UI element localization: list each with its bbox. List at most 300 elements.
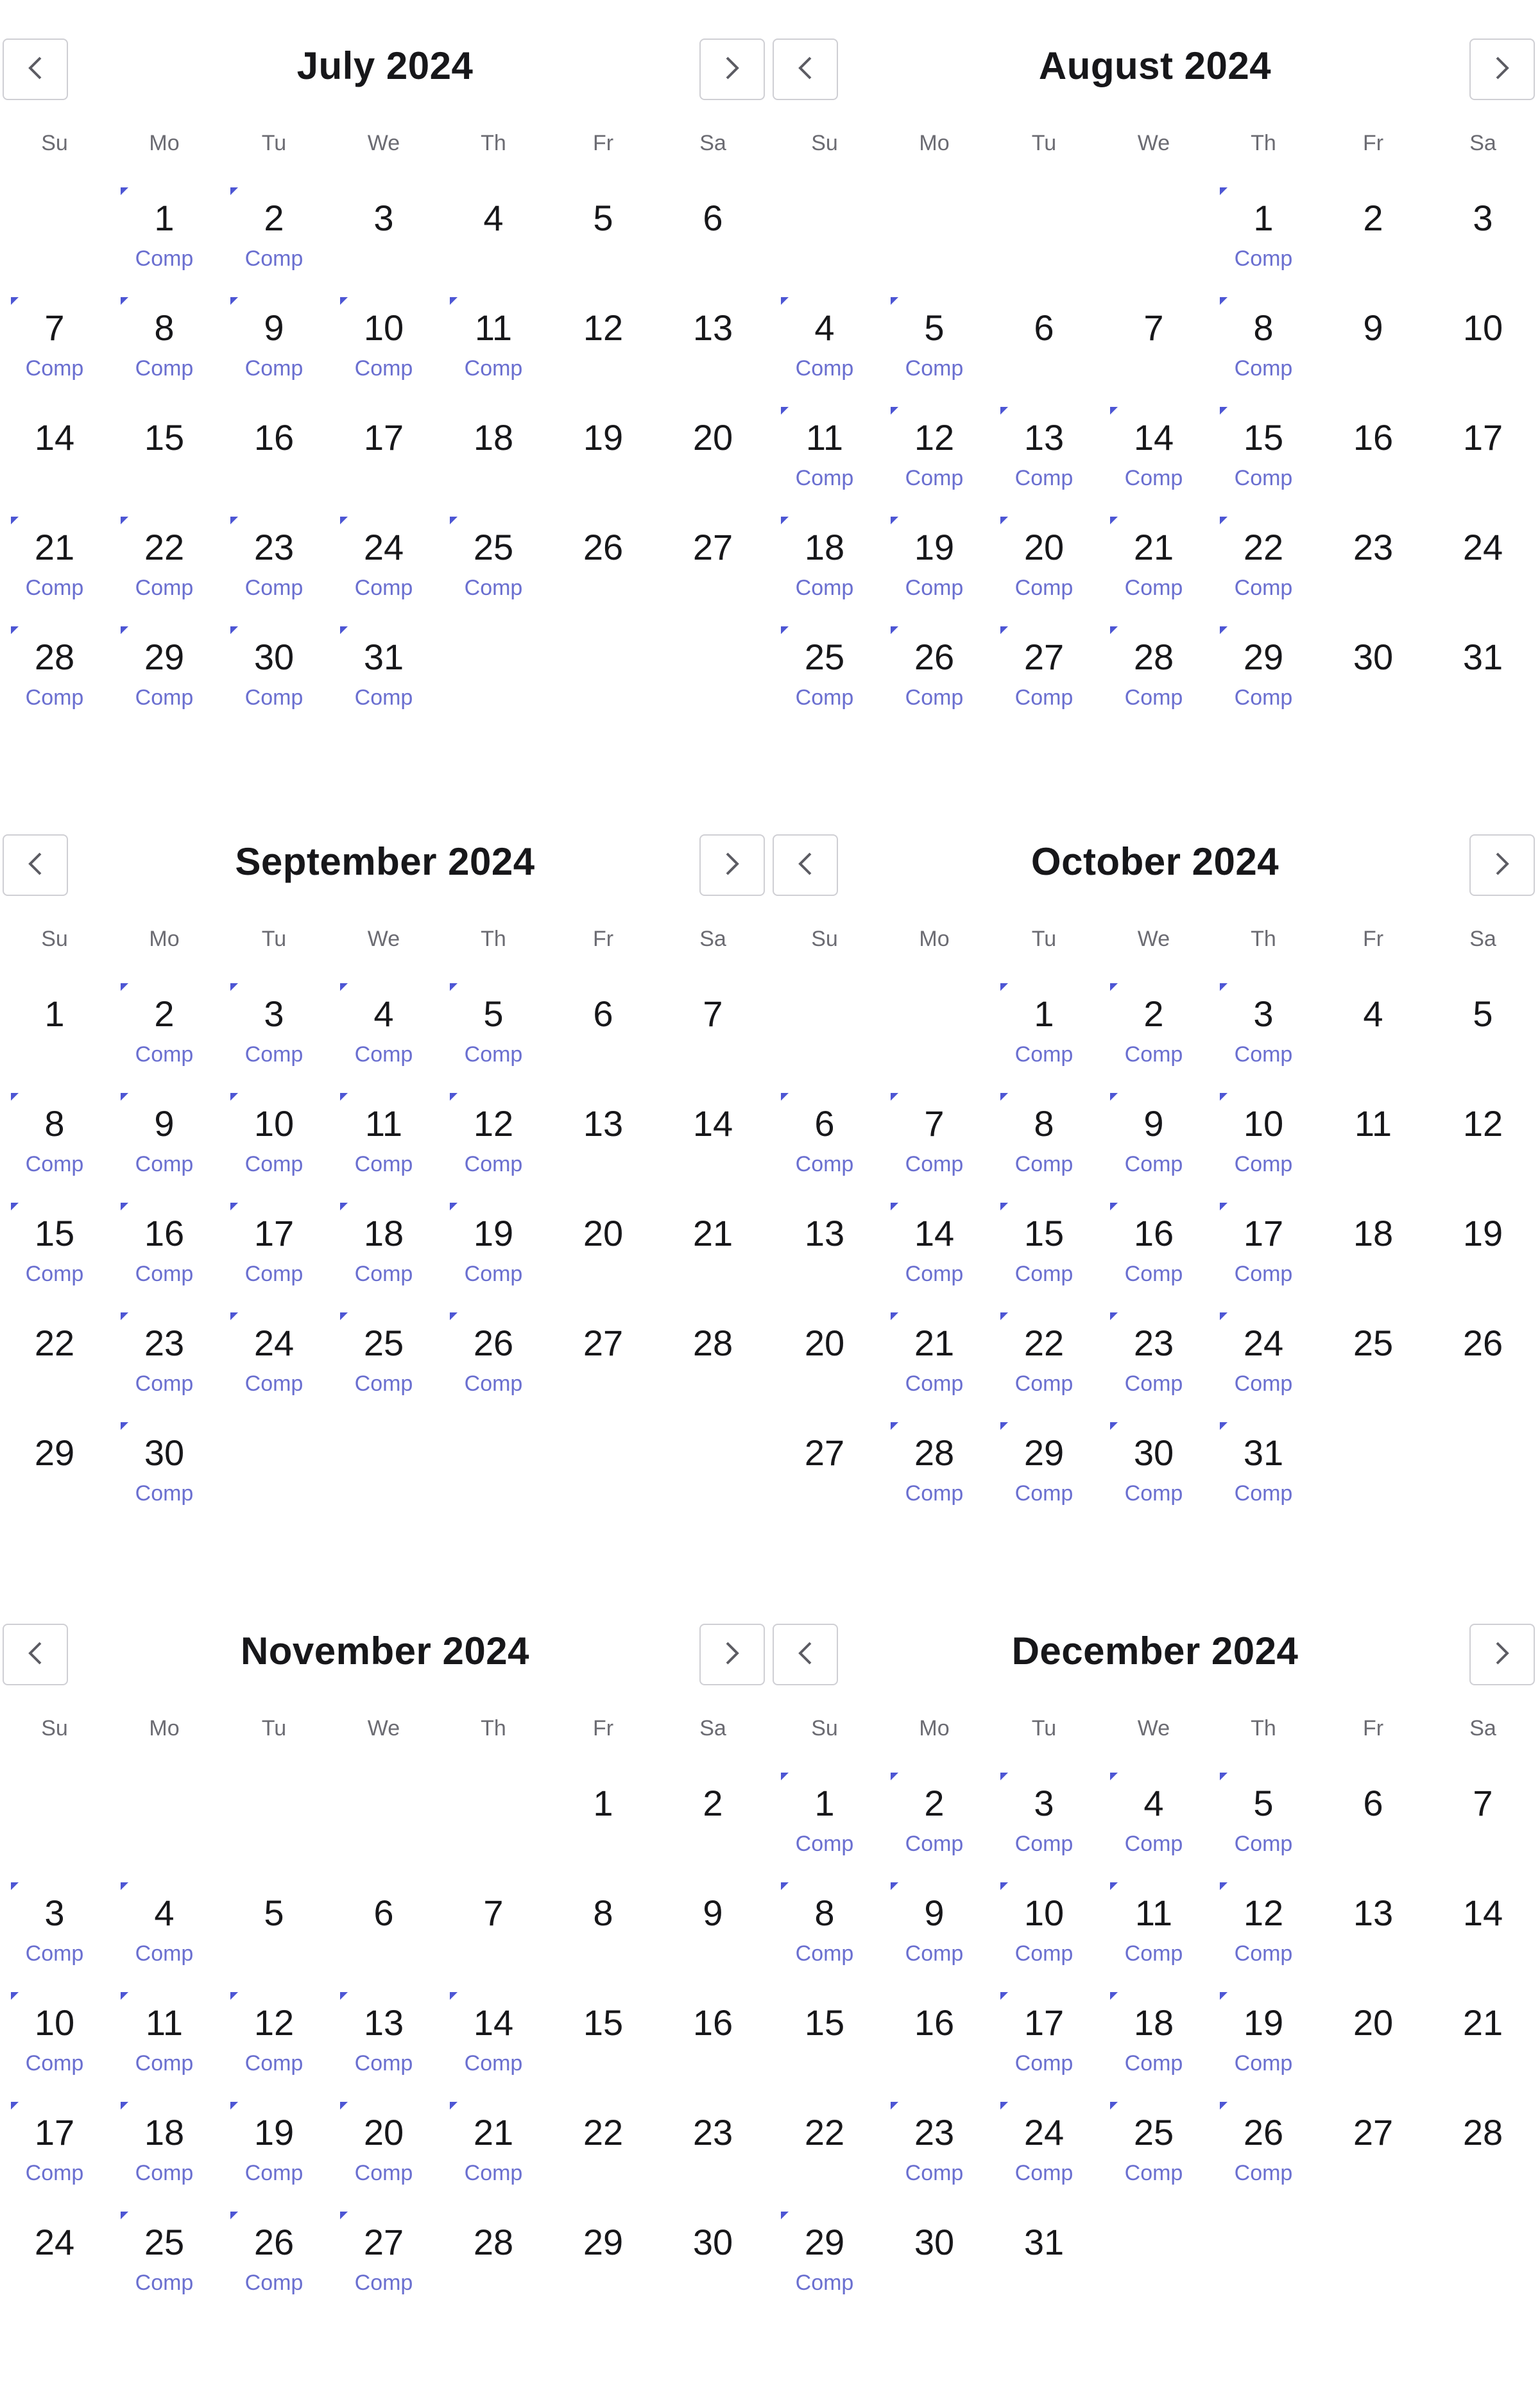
day-cell[interactable] bbox=[1322, 193, 1425, 302]
day-cell[interactable] bbox=[993, 1208, 1095, 1317]
day-cell[interactable] bbox=[993, 2217, 1095, 2326]
day-number: 13 bbox=[363, 2002, 404, 2043]
day-cell[interactable] bbox=[662, 988, 764, 1097]
day-number: 4 bbox=[814, 307, 835, 348]
day-number: 28 bbox=[914, 1432, 955, 1473]
day-cell[interactable] bbox=[993, 632, 1095, 741]
day-number: 12 bbox=[253, 2002, 295, 2043]
prev-month-button[interactable] bbox=[773, 1624, 838, 1685]
day-cell[interactable] bbox=[442, 1318, 545, 1427]
weekday-label: Su bbox=[41, 131, 68, 155]
comp-corner-marker bbox=[11, 517, 19, 524]
day-cell[interactable] bbox=[1322, 412, 1425, 521]
comp-label: Comp bbox=[1014, 2051, 1074, 2076]
day-cell[interactable] bbox=[3, 1997, 106, 2106]
day-cell[interactable] bbox=[1432, 522, 1534, 631]
next-month-button[interactable] bbox=[699, 39, 765, 100]
comp-label: Comp bbox=[354, 2271, 413, 2295]
day-cell[interactable] bbox=[113, 522, 216, 631]
comp-label: Comp bbox=[354, 2051, 413, 2076]
day-cell[interactable] bbox=[773, 632, 876, 741]
prev-month-button[interactable] bbox=[773, 834, 838, 896]
day-cell[interactable] bbox=[1432, 302, 1534, 411]
weekday-label: Fr bbox=[592, 1716, 614, 1741]
chevron-left-icon bbox=[26, 851, 44, 880]
day-cell[interactable] bbox=[223, 632, 325, 741]
next-month-button[interactable] bbox=[699, 834, 765, 896]
day-number: 8 bbox=[593, 1893, 613, 1933]
comp-label: Comp bbox=[244, 1152, 304, 1176]
day-cell[interactable] bbox=[113, 1887, 216, 1997]
next-month-button[interactable] bbox=[1469, 39, 1535, 100]
comp-label: Comp bbox=[1014, 2161, 1074, 2185]
day-cell[interactable] bbox=[883, 2107, 986, 2216]
day-cell[interactable] bbox=[552, 1997, 654, 2106]
day-cell[interactable] bbox=[223, 1098, 325, 1207]
day-cell[interactable] bbox=[332, 988, 435, 1097]
day-cell[interactable] bbox=[3, 1887, 106, 1997]
day-number: 21 bbox=[473, 2112, 514, 2153]
day-cell[interactable] bbox=[3, 2107, 106, 2216]
day-cell[interactable] bbox=[993, 1427, 1095, 1536]
day-number: 16 bbox=[914, 2002, 955, 2043]
day-number: 7 bbox=[924, 1103, 945, 1144]
day-cell[interactable] bbox=[1212, 2107, 1315, 2216]
day-cell[interactable] bbox=[1212, 1997, 1315, 2106]
day-cell[interactable] bbox=[883, 1318, 986, 1427]
calendar-header bbox=[770, 796, 1540, 924]
day-cell[interactable] bbox=[3, 522, 106, 631]
day-cell[interactable] bbox=[442, 302, 545, 411]
day-cell[interactable] bbox=[1102, 1427, 1205, 1536]
day-number: 26 bbox=[914, 637, 955, 677]
day-cell[interactable] bbox=[773, 302, 876, 411]
day-cell[interactable] bbox=[1432, 1997, 1534, 2106]
day-cell[interactable] bbox=[442, 1208, 545, 1317]
day-cell[interactable] bbox=[1322, 1997, 1425, 2106]
day-cell[interactable] bbox=[223, 522, 325, 631]
day-cell[interactable] bbox=[1212, 1778, 1315, 1887]
day-cell[interactable] bbox=[1102, 412, 1205, 521]
comp-label: Comp bbox=[244, 1262, 304, 1286]
comp-corner-marker bbox=[340, 626, 348, 634]
comp-label: Comp bbox=[135, 1152, 194, 1176]
day-cell[interactable] bbox=[113, 1208, 216, 1317]
day-cell[interactable] bbox=[1212, 193, 1315, 302]
day-cell[interactable] bbox=[113, 988, 216, 1097]
next-month-button[interactable] bbox=[699, 1624, 765, 1685]
day-cell[interactable] bbox=[332, 1997, 435, 2106]
comp-corner-marker bbox=[1220, 187, 1228, 195]
day-cell[interactable] bbox=[662, 1778, 764, 1887]
day-cell[interactable] bbox=[552, 412, 654, 521]
comp-corner-marker bbox=[891, 2102, 898, 2110]
day-cell[interactable] bbox=[773, 1098, 876, 1207]
day-number: 22 bbox=[583, 2112, 624, 2153]
day-cell[interactable] bbox=[1102, 1997, 1205, 2106]
day-cell[interactable] bbox=[332, 193, 435, 302]
day-cell[interactable] bbox=[1212, 1318, 1315, 1427]
day-number: 8 bbox=[44, 1103, 65, 1144]
day-cell[interactable] bbox=[1322, 632, 1425, 741]
day-cell[interactable] bbox=[883, 1427, 986, 1536]
day-cell[interactable] bbox=[223, 1318, 325, 1427]
day-cell[interactable] bbox=[662, 2217, 764, 2326]
day-number: 18 bbox=[473, 417, 514, 458]
day-cell[interactable] bbox=[662, 1887, 764, 1997]
calendar-header bbox=[770, 1585, 1540, 1714]
comp-corner-marker bbox=[450, 2102, 458, 2110]
day-cell[interactable] bbox=[3, 1208, 106, 1317]
day-number: 22 bbox=[804, 2112, 845, 2153]
day-cell[interactable] bbox=[223, 1208, 325, 1317]
day-cell[interactable] bbox=[552, 302, 654, 411]
comp-corner-marker bbox=[891, 1312, 898, 1320]
day-cell[interactable] bbox=[883, 1208, 986, 1317]
day-cell[interactable] bbox=[773, 2107, 876, 2216]
day-cell[interactable] bbox=[3, 1098, 106, 1207]
day-cell[interactable] bbox=[442, 988, 545, 1097]
prev-month-button[interactable] bbox=[773, 39, 838, 100]
day-cell[interactable] bbox=[993, 1778, 1095, 1887]
comp-corner-marker bbox=[891, 1882, 898, 1890]
day-cell[interactable] bbox=[1102, 2107, 1205, 2216]
comp-label: Comp bbox=[795, 576, 854, 600]
comp-corner-marker bbox=[1000, 407, 1008, 415]
day-number: 2 bbox=[264, 198, 284, 238]
day-cell[interactable] bbox=[332, 1318, 435, 1427]
day-number: 8 bbox=[1253, 307, 1274, 348]
day-cell[interactable] bbox=[332, 302, 435, 411]
day-number: 10 bbox=[363, 307, 404, 348]
day-cell[interactable] bbox=[223, 1887, 325, 1997]
day-cell[interactable] bbox=[883, 632, 986, 741]
day-cell[interactable] bbox=[1212, 302, 1315, 411]
day-cell[interactable] bbox=[1212, 522, 1315, 631]
day-cell[interactable] bbox=[1212, 412, 1315, 521]
comp-corner-marker bbox=[340, 1093, 348, 1101]
day-cell[interactable] bbox=[442, 193, 545, 302]
day-cell[interactable] bbox=[552, 193, 654, 302]
day-cell[interactable] bbox=[113, 412, 216, 521]
day-cell[interactable] bbox=[1432, 988, 1534, 1097]
comp-corner-marker bbox=[340, 517, 348, 524]
day-cell[interactable] bbox=[1102, 1887, 1205, 1997]
day-cell[interactable] bbox=[1322, 988, 1425, 1097]
day-cell[interactable] bbox=[1432, 632, 1534, 741]
day-cell[interactable] bbox=[1102, 522, 1205, 631]
day-cell[interactable] bbox=[3, 412, 106, 521]
day-cell[interactable] bbox=[1432, 1098, 1534, 1207]
comp-corner-marker bbox=[1000, 1773, 1008, 1780]
calendar-header bbox=[0, 796, 770, 924]
day-cell[interactable] bbox=[3, 632, 106, 741]
day-cell[interactable] bbox=[1432, 412, 1534, 521]
day-cell[interactable] bbox=[773, 1318, 876, 1427]
day-number: 1 bbox=[44, 993, 65, 1034]
day-cell[interactable] bbox=[442, 2107, 545, 2216]
day-cell[interactable] bbox=[662, 522, 764, 631]
day-cell[interactable] bbox=[552, 522, 654, 631]
comp-label: Comp bbox=[354, 685, 413, 710]
day-cell[interactable] bbox=[113, 1997, 216, 2106]
weekday-label: Fr bbox=[1362, 927, 1384, 951]
day-cell[interactable] bbox=[332, 2107, 435, 2216]
day-cell[interactable] bbox=[662, 1318, 764, 1427]
day-cell[interactable] bbox=[1432, 1208, 1534, 1317]
day-cell[interactable] bbox=[773, 1208, 876, 1317]
day-cell[interactable] bbox=[442, 2217, 545, 2326]
day-number: 14 bbox=[692, 1103, 733, 1144]
day-cell[interactable] bbox=[883, 1778, 986, 1887]
day-number: 14 bbox=[473, 2002, 514, 2043]
day-cell[interactable] bbox=[223, 412, 325, 521]
day-cell[interactable] bbox=[883, 2217, 986, 2326]
comp-corner-marker bbox=[1220, 1882, 1228, 1890]
day-cell[interactable] bbox=[1322, 302, 1425, 411]
day-number: 30 bbox=[692, 2222, 733, 2262]
day-cell[interactable] bbox=[773, 522, 876, 631]
day-cell[interactable] bbox=[3, 1318, 106, 1427]
day-cell[interactable] bbox=[1432, 1778, 1534, 1887]
comp-corner-marker bbox=[781, 407, 789, 415]
day-cell[interactable] bbox=[773, 2217, 876, 2326]
day-cell[interactable] bbox=[883, 1887, 986, 1997]
prev-month-button[interactable] bbox=[3, 39, 68, 100]
day-cell[interactable] bbox=[332, 2217, 435, 2326]
day-cell[interactable] bbox=[113, 2217, 216, 2326]
day-cell[interactable] bbox=[883, 302, 986, 411]
day-cell[interactable] bbox=[773, 1887, 876, 1997]
day-cell[interactable] bbox=[662, 193, 764, 302]
comp-corner-marker bbox=[1220, 1312, 1228, 1320]
comp-label: Comp bbox=[135, 685, 194, 710]
comp-label: Comp bbox=[1014, 1262, 1074, 1286]
day-number: 4 bbox=[373, 993, 394, 1034]
comp-label: Comp bbox=[244, 356, 304, 381]
day-number: 20 bbox=[1353, 2002, 1394, 2043]
day-cell[interactable] bbox=[1212, 1098, 1315, 1207]
comp-label: Comp bbox=[905, 1152, 964, 1176]
day-cell[interactable] bbox=[113, 1098, 216, 1207]
day-cell[interactable] bbox=[3, 988, 106, 1097]
day-cell[interactable] bbox=[773, 1427, 876, 1536]
comp-label: Comp bbox=[1234, 1832, 1293, 1856]
day-cell[interactable] bbox=[332, 1098, 435, 1207]
day-cell[interactable] bbox=[3, 2217, 106, 2326]
day-cell[interactable] bbox=[662, 1208, 764, 1317]
comp-label: Comp bbox=[795, 1152, 854, 1176]
day-cell[interactable] bbox=[773, 1778, 876, 1887]
day-cell[interactable] bbox=[662, 412, 764, 521]
day-number: 6 bbox=[373, 1893, 394, 1933]
day-cell[interactable] bbox=[552, 2217, 654, 2326]
day-cell[interactable] bbox=[1212, 1427, 1315, 1536]
comp-corner-marker bbox=[1000, 1422, 1008, 1430]
day-cell[interactable] bbox=[662, 2107, 764, 2216]
day-cell[interactable] bbox=[552, 2107, 654, 2216]
day-cell[interactable] bbox=[223, 988, 325, 1097]
day-cell[interactable] bbox=[552, 1887, 654, 1997]
next-month-button[interactable] bbox=[1469, 834, 1535, 896]
comp-label: Comp bbox=[135, 1262, 194, 1286]
day-cell[interactable] bbox=[1322, 522, 1425, 631]
day-cell[interactable] bbox=[113, 2107, 216, 2216]
day-cell[interactable] bbox=[1432, 193, 1534, 302]
day-cell[interactable] bbox=[223, 1997, 325, 2106]
comp-corner-marker bbox=[230, 2212, 238, 2219]
day-cell[interactable] bbox=[442, 1997, 545, 2106]
day-number: 1 bbox=[814, 1783, 835, 1823]
day-number: 31 bbox=[1462, 637, 1503, 677]
day-cell[interactable] bbox=[113, 632, 216, 741]
day-number: 18 bbox=[144, 2112, 185, 2153]
comp-corner-marker bbox=[230, 626, 238, 634]
day-cell[interactable] bbox=[1322, 1208, 1425, 1317]
day-cell[interactable] bbox=[113, 1318, 216, 1427]
weekday-label: Th bbox=[1251, 1716, 1276, 1741]
day-cell[interactable] bbox=[993, 1997, 1095, 2106]
weekday-label: Sa bbox=[699, 927, 726, 951]
day-number: 29 bbox=[1243, 637, 1284, 677]
day-cell[interactable] bbox=[993, 1887, 1095, 1997]
day-cell[interactable] bbox=[442, 522, 545, 631]
comp-corner-marker bbox=[1000, 1093, 1008, 1101]
prev-month-button[interactable] bbox=[3, 1624, 68, 1685]
day-number: 21 bbox=[1462, 2002, 1503, 2043]
comp-label: Comp bbox=[464, 2161, 523, 2185]
weekday-label: Tu bbox=[1031, 927, 1057, 951]
day-cell[interactable] bbox=[993, 2107, 1095, 2216]
weekday-label: Mo bbox=[919, 1716, 950, 1741]
comp-label: Comp bbox=[354, 1152, 413, 1176]
day-cell[interactable] bbox=[1212, 988, 1315, 1097]
weekday-label: Tu bbox=[1031, 131, 1057, 155]
day-cell[interactable] bbox=[113, 302, 216, 411]
day-cell[interactable] bbox=[223, 2107, 325, 2216]
day-cell[interactable] bbox=[223, 2217, 325, 2326]
day-cell[interactable] bbox=[332, 1208, 435, 1317]
day-cell[interactable] bbox=[332, 522, 435, 631]
day-cell[interactable] bbox=[1212, 632, 1315, 741]
day-cell[interactable] bbox=[662, 302, 764, 411]
day-cell[interactable] bbox=[1102, 632, 1205, 741]
day-number: 5 bbox=[924, 307, 945, 348]
day-cell[interactable] bbox=[993, 988, 1095, 1097]
comp-corner-marker bbox=[1110, 2102, 1118, 2110]
day-cell[interactable] bbox=[1102, 1098, 1205, 1207]
day-cell[interactable] bbox=[552, 1208, 654, 1317]
day-cell[interactable] bbox=[113, 1427, 216, 1536]
day-cell[interactable] bbox=[662, 1098, 764, 1207]
day-cell[interactable] bbox=[1322, 1887, 1425, 1997]
day-number: 15 bbox=[583, 2002, 624, 2043]
day-cell[interactable] bbox=[883, 1098, 986, 1207]
day-cell[interactable] bbox=[1322, 1318, 1425, 1427]
day-cell[interactable] bbox=[1322, 2107, 1425, 2216]
day-cell[interactable] bbox=[223, 193, 325, 302]
next-month-button[interactable] bbox=[1469, 1624, 1535, 1685]
comp-corner-marker bbox=[121, 1093, 128, 1101]
day-cell[interactable] bbox=[993, 412, 1095, 521]
day-cell[interactable] bbox=[1322, 1778, 1425, 1887]
day-cell[interactable] bbox=[1212, 1887, 1315, 1997]
comp-corner-marker bbox=[1000, 983, 1008, 991]
day-cell[interactable] bbox=[223, 302, 325, 411]
day-cell[interactable] bbox=[773, 1997, 876, 2106]
day-cell[interactable] bbox=[1432, 1887, 1534, 1997]
day-cell[interactable] bbox=[3, 302, 106, 411]
day-cell[interactable] bbox=[773, 412, 876, 521]
comp-label: Comp bbox=[244, 685, 304, 710]
day-number: 19 bbox=[1243, 2002, 1284, 2043]
weekday-label: Mo bbox=[149, 927, 180, 951]
comp-corner-marker bbox=[121, 1882, 128, 1890]
day-cell[interactable] bbox=[1102, 1318, 1205, 1427]
comp-corner-marker bbox=[1220, 1203, 1228, 1210]
day-cell[interactable] bbox=[332, 632, 435, 741]
comp-corner-marker bbox=[11, 2102, 19, 2110]
day-cell[interactable] bbox=[1102, 302, 1205, 411]
comp-corner-marker bbox=[340, 2102, 348, 2110]
day-cell[interactable] bbox=[883, 1997, 986, 2106]
day-cell[interactable] bbox=[3, 1427, 106, 1536]
day-number: 12 bbox=[583, 307, 624, 348]
comp-label: Comp bbox=[354, 1371, 413, 1396]
day-number: 5 bbox=[593, 198, 613, 238]
day-cell[interactable] bbox=[1102, 988, 1205, 1097]
day-cell[interactable] bbox=[993, 1318, 1095, 1427]
day-number: 20 bbox=[692, 417, 733, 458]
day-cell[interactable] bbox=[883, 522, 986, 631]
day-cell[interactable] bbox=[1212, 1208, 1315, 1317]
day-cell[interactable] bbox=[883, 412, 986, 521]
day-cell[interactable] bbox=[552, 1098, 654, 1207]
day-cell[interactable] bbox=[552, 1318, 654, 1427]
day-cell[interactable] bbox=[993, 522, 1095, 631]
weekday-label: Sa bbox=[699, 131, 726, 155]
day-cell[interactable] bbox=[552, 1778, 654, 1887]
day-cell[interactable] bbox=[552, 988, 654, 1097]
day-number: 23 bbox=[144, 1323, 185, 1363]
comp-corner-marker bbox=[340, 2212, 348, 2219]
calendar-header bbox=[770, 0, 1540, 128]
prev-month-button[interactable] bbox=[3, 834, 68, 896]
day-cell[interactable] bbox=[332, 1887, 435, 1997]
day-cell[interactable] bbox=[993, 1098, 1095, 1207]
day-cell[interactable] bbox=[1432, 1318, 1534, 1427]
day-cell[interactable] bbox=[1102, 1778, 1205, 1887]
comp-corner-marker bbox=[891, 517, 898, 524]
day-number: 10 bbox=[34, 2002, 75, 2043]
day-cell[interactable] bbox=[332, 412, 435, 521]
day-number: 3 bbox=[1253, 993, 1274, 1034]
day-cell[interactable] bbox=[1322, 1098, 1425, 1207]
day-cell[interactable] bbox=[113, 193, 216, 302]
day-cell[interactable] bbox=[1432, 2107, 1534, 2216]
day-cell[interactable] bbox=[442, 1098, 545, 1207]
day-cell[interactable] bbox=[993, 302, 1095, 411]
day-cell[interactable] bbox=[442, 1887, 545, 1997]
day-cell[interactable] bbox=[1102, 1208, 1205, 1317]
comp-corner-marker bbox=[1220, 1992, 1228, 2000]
weekday-label: Th bbox=[481, 927, 506, 951]
day-cell[interactable] bbox=[442, 412, 545, 521]
day-number: 30 bbox=[1133, 1432, 1174, 1473]
day-cell[interactable] bbox=[662, 1997, 764, 2106]
comp-label: Comp bbox=[244, 2051, 304, 2076]
comp-label: Comp bbox=[905, 576, 964, 600]
